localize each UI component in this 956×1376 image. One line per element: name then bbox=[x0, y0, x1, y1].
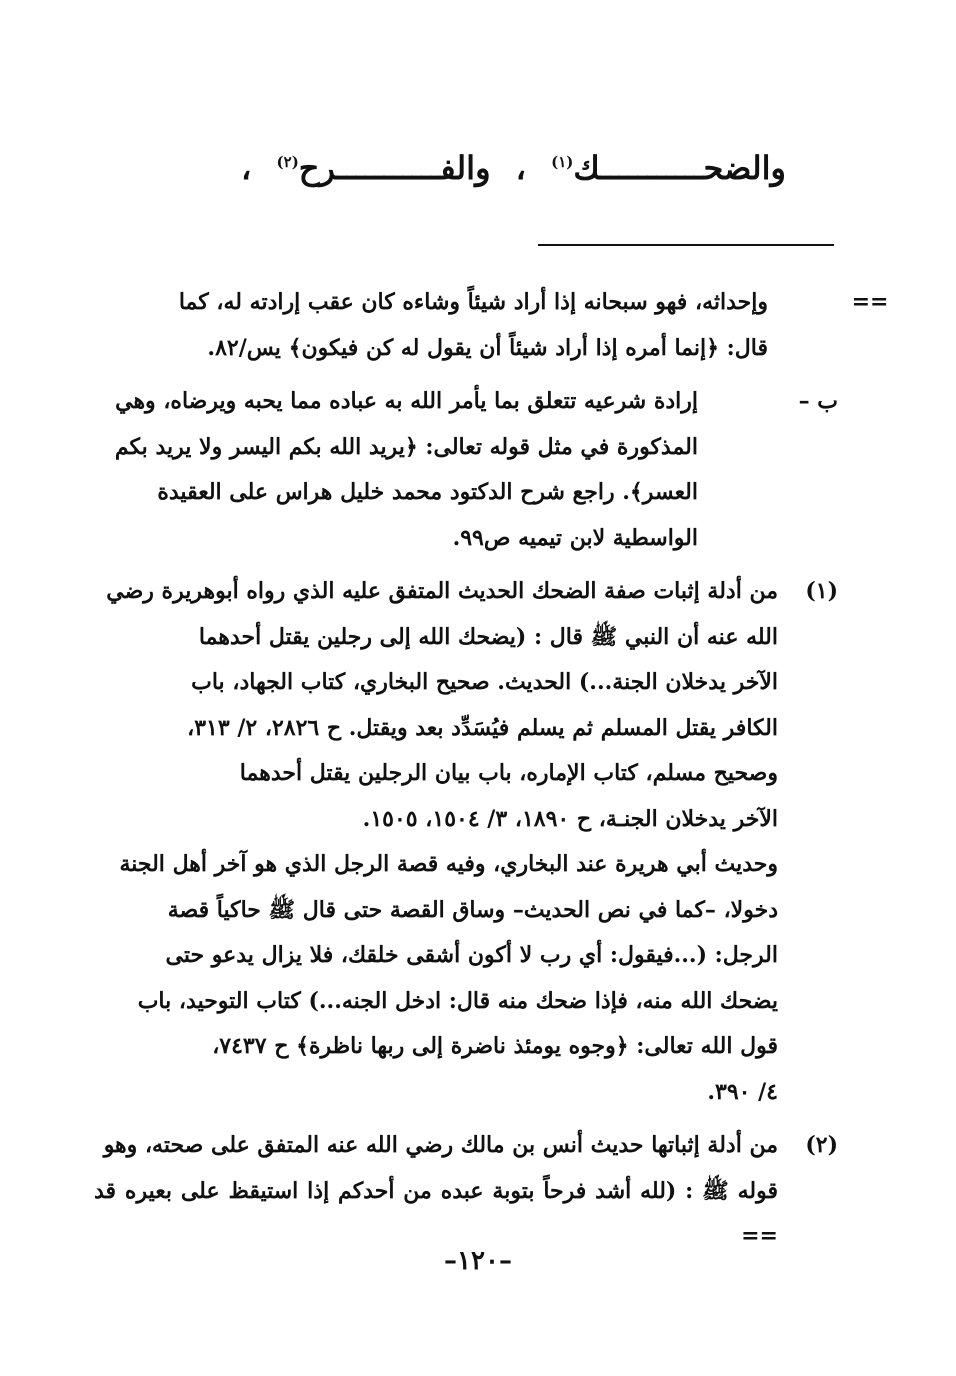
footnote-line: من أدلة إثباتها حديث أنس بن مالك رضي الله عنه المتفق على صحته، وهو bbox=[103, 1132, 778, 1158]
footnote-line: الرجل: (...فيقول: أي رب لا أكون أشقى خلقك، فلا يزال يدعو حتى bbox=[165, 942, 778, 968]
footnote-line: الآخر يدخلان الجنـة، ح ١٨٩٠، ٣/ ١٥٠٤، ١٥٠٥. bbox=[362, 805, 778, 832]
footnote-1 bbox=[94, 569, 838, 842]
heading-comma-2: ، bbox=[241, 148, 252, 187]
footnote-line: يضحك الله منه، فإذا ضحك منه قال: ادخل الجنه...) كتاب التوحيد، باب bbox=[137, 987, 778, 1014]
footnote-line: الآخر يدخلان الجنة...) الحديث. صحيح البخاري، كتاب الجهاد، باب bbox=[191, 669, 778, 695]
footnote-separator-rule bbox=[538, 244, 834, 246]
footnote-line: وصحيح مسلم، كتاب الإماره، باب بيان الرجلين يقتل أحدهما bbox=[239, 760, 778, 786]
footnote-ref-1: (١) bbox=[551, 153, 574, 171]
sub-b-marker: ب – bbox=[798, 388, 838, 414]
footnote-sub-b bbox=[94, 379, 838, 561]
continuation-marker: == bbox=[851, 289, 889, 315]
footnote-ref-2: (٢) bbox=[276, 153, 299, 171]
heading-comma-1: ، bbox=[515, 148, 526, 187]
footnote-line: من أدلة إثبات صفة الضحك الحديث المتفق عليه الذي رواه أبوهريرة رضي bbox=[106, 578, 778, 604]
footnote-1-paragraph-2 bbox=[94, 842, 838, 1115]
footnote-line: إرادة شرعيه تتعلق بما يأمر الله به عباده مما يحبه ويرضاه، وهي bbox=[115, 388, 698, 414]
page-number: –١٢٠– bbox=[444, 1246, 512, 1276]
footnote-line: دخولا، –كما في نص الحديث– وساق القصة حتى قال ﷺ حاكياً قصة bbox=[167, 896, 778, 923]
footnote-line: المذكورة في مثل قوله تعالى: ﴿يريد الله بكم اليسر ولا يريد بكم bbox=[114, 433, 698, 460]
footnote-1-marker: (١) bbox=[805, 578, 838, 604]
footnotes-block bbox=[94, 280, 889, 1260]
footnote-line: وحديث أبي هريرة عند البخاري، وفيه قصة الرجل الذي هو آخر أهل الجنة bbox=[119, 851, 778, 877]
footnote-line: الله عنه أن النبي ﷺ قال : (يضحك الله إلى رجلين يقتل أحدهما bbox=[198, 623, 778, 650]
footnote-2-marker: (٢) bbox=[805, 1132, 838, 1158]
heading-line bbox=[146, 132, 786, 198]
footnote-line: قال: ﴿إنما أمره إذا أراد شيئاً أن يقول له كن فيكون﴾ يس/٨٢. bbox=[207, 334, 768, 361]
footnote-line: قوله ﷺ : (لله أشد فرحاً بتوبة عبده من أحدكم إذا استيقظ على بعيره قد == bbox=[94, 1177, 778, 1249]
footnote-line: الواسطية لابن تيميه ص٩٩. bbox=[452, 524, 698, 551]
footnote-line: الكافر يقتل المسلم ثم يسلم فيُسَدِّد بعد ويقتل. ح ٢٨٢٦، ٢/ ٣١٣، bbox=[187, 714, 778, 741]
footnote-line: ٤/ ٣٩٠. bbox=[707, 1078, 778, 1105]
footnote-line: قول الله تعالى: ﴿وجوه يومئذ ناضرة إلى ربها ناظرة﴾ ح ٧٤٣٧، bbox=[212, 1033, 778, 1059]
heading-word-joy: والفـــــــــــرح bbox=[298, 148, 491, 187]
footnote-2 bbox=[94, 1123, 838, 1260]
footnote-line: العسر﴾. راجع شرح الدكتود محمد خليل هراس على العقيدة bbox=[157, 479, 698, 505]
footnote-line: وإحداثه، فهو سبحانه إذا أراد شيئاً وشاءه كان عقب إرادته له، كما bbox=[178, 289, 768, 315]
heading-word-laughter: والضحـــــــــــك bbox=[573, 148, 786, 187]
footnote-continuation bbox=[94, 280, 889, 371]
